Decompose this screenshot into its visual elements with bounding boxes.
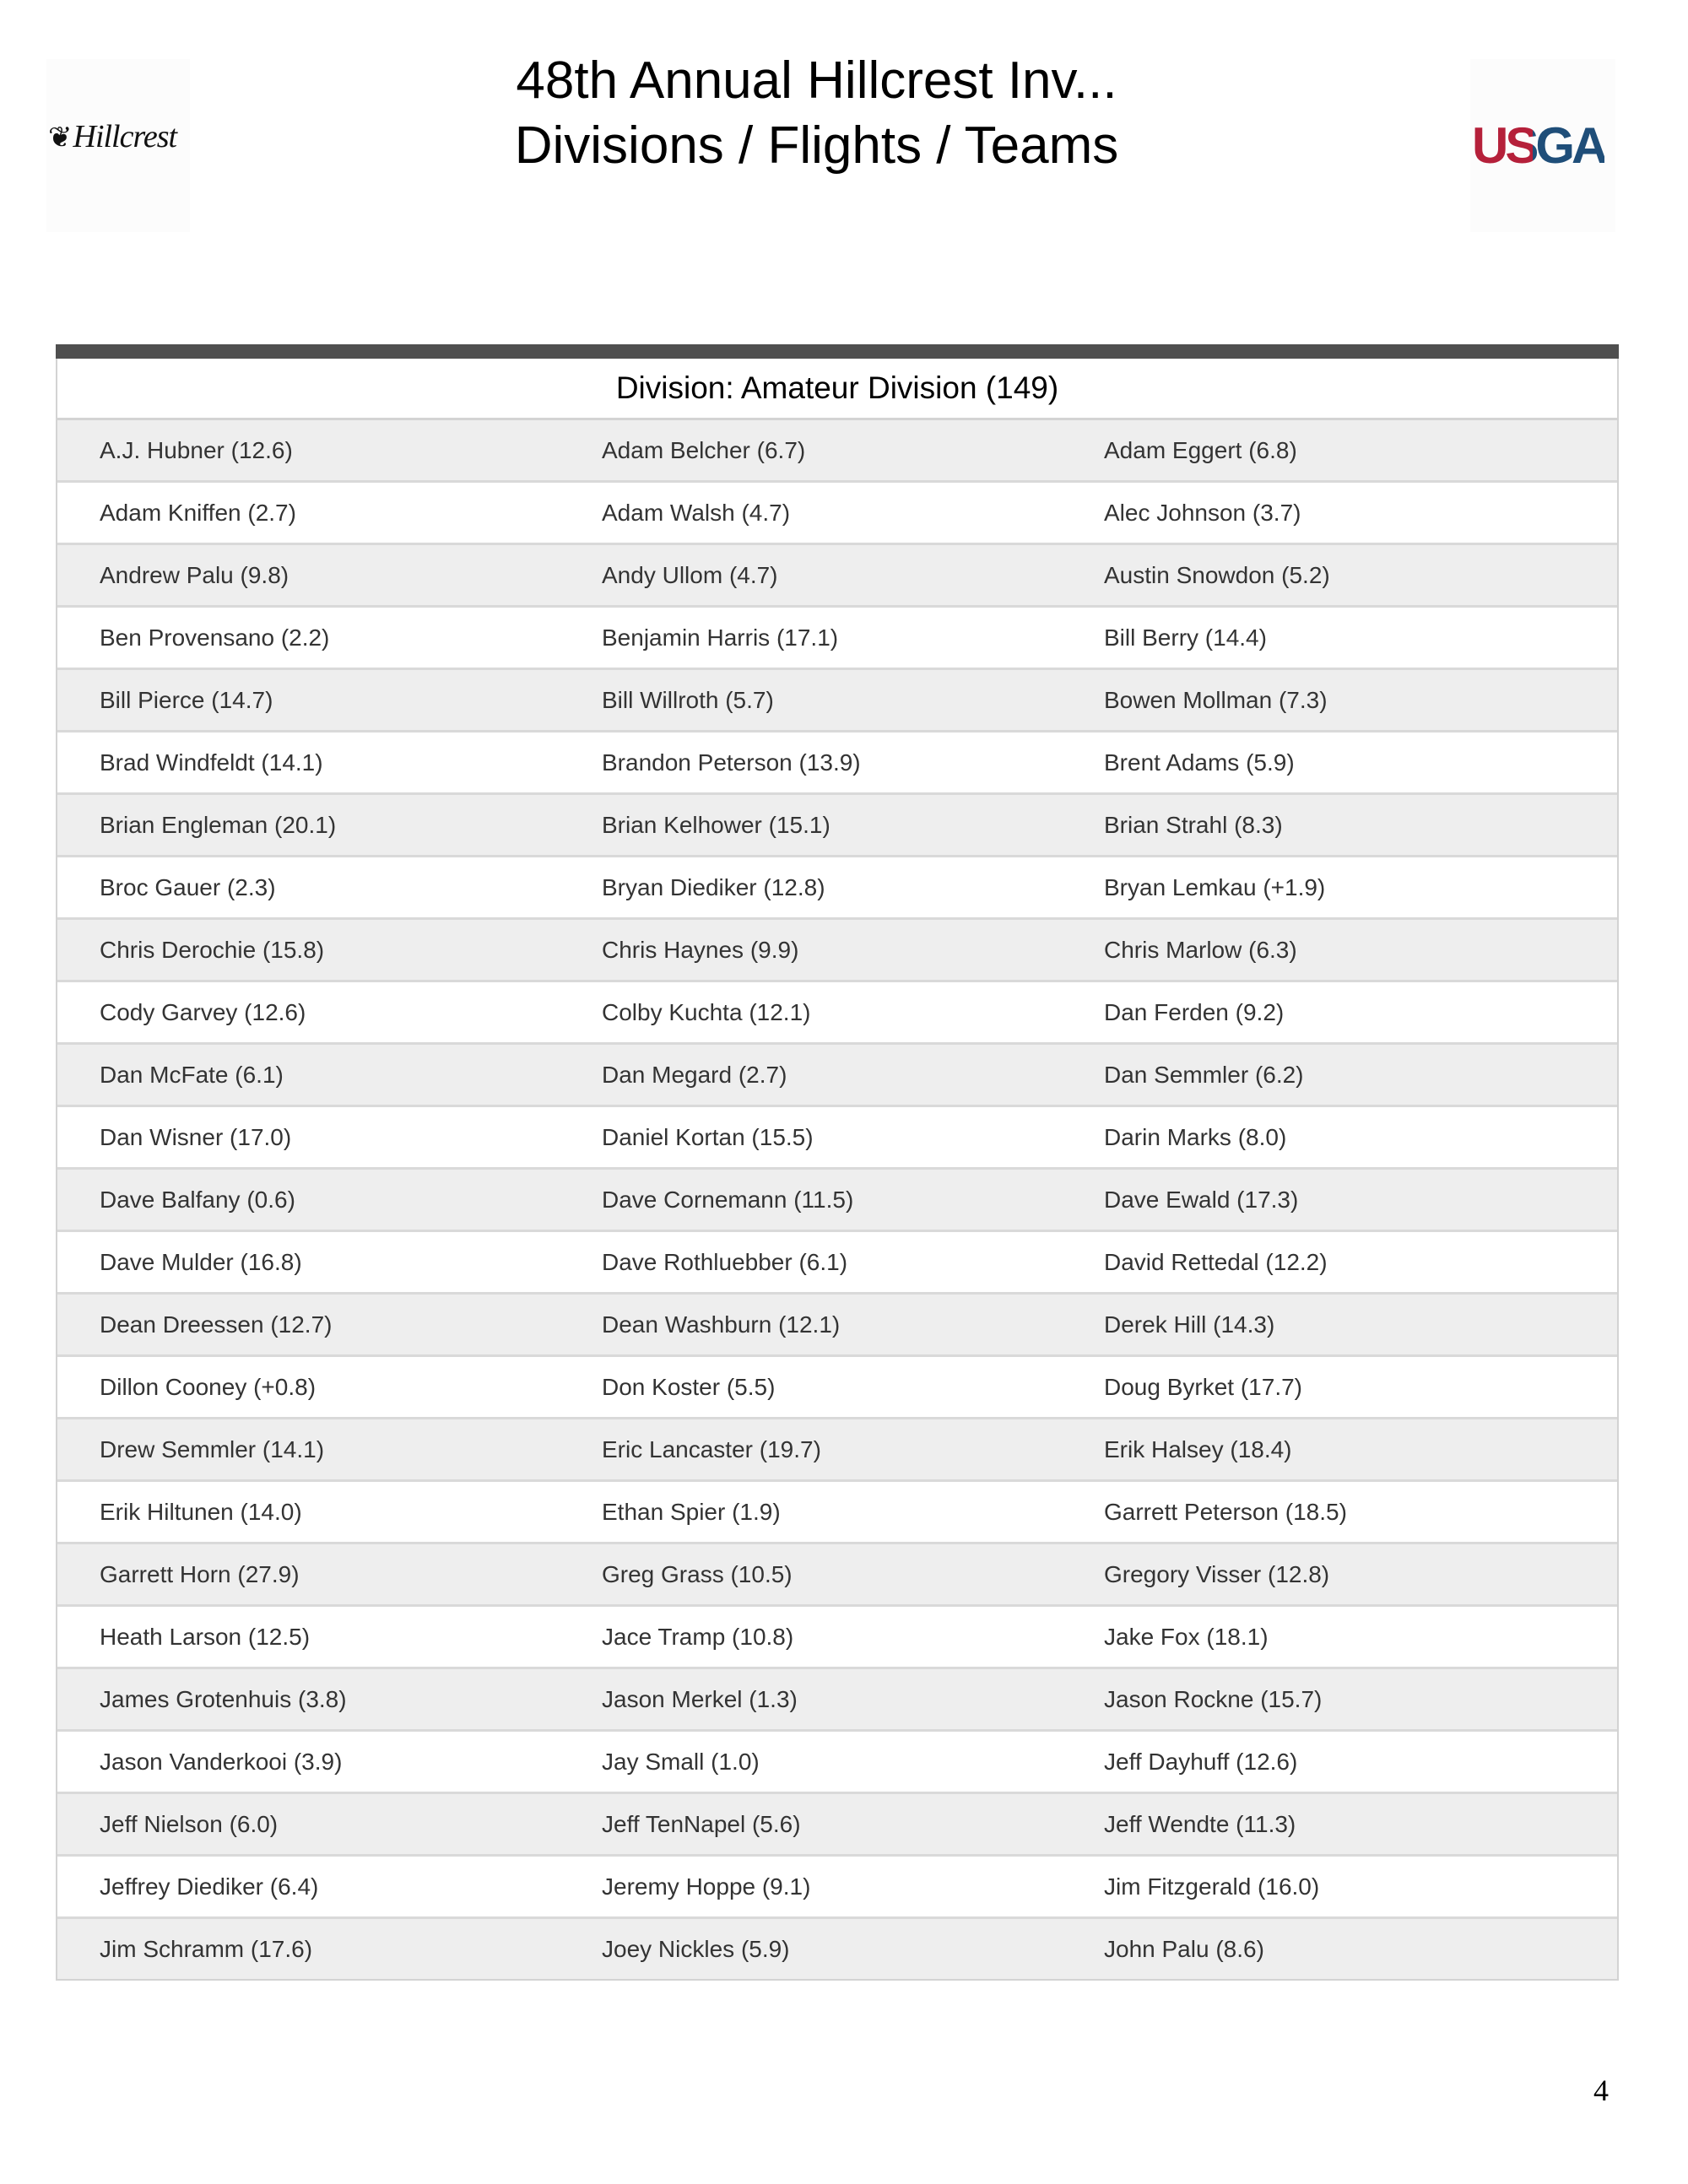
- player-cell: Jeff Nielson (6.0): [100, 1810, 279, 1837]
- player-cell: Jeremy Hoppe (9.1): [602, 1873, 811, 1900]
- player-cell: Dan Wisner (17.0): [100, 1123, 292, 1150]
- table-row: [57, 1544, 1617, 1607]
- table-row: [57, 1794, 1617, 1857]
- player-cell: Colby Kuchta (12.1): [602, 998, 811, 1025]
- player-cell: Chris Derochie (15.8): [100, 936, 325, 963]
- player-cell: Brad Windfeldt (14.1): [100, 749, 323, 776]
- player-cell: Dave Balfany (0.6): [100, 1186, 295, 1213]
- player-cell: Don Koster (5.5): [602, 1373, 776, 1400]
- player-cell: Doug Byrket (17.7): [1104, 1373, 1302, 1400]
- player-cell: Bryan Lemkau (+1.9): [1104, 873, 1326, 900]
- usga-logo: [1470, 59, 1615, 232]
- player-cell: Jim Fitzgerald (16.0): [1104, 1873, 1320, 1900]
- page-title-line2: Divisions / Flights / Teams: [514, 116, 1119, 175]
- player-cell: Jace Tramp (10.8): [602, 1623, 794, 1650]
- player-cell: Cody Garvey (12.6): [100, 998, 306, 1025]
- table-row: [57, 420, 1617, 483]
- table-row: [57, 1170, 1617, 1232]
- table-row: [57, 1732, 1617, 1794]
- usga-logo-text: USGA: [1472, 117, 1605, 174]
- player-cell: Dean Dreessen (12.7): [100, 1311, 333, 1338]
- tree-icon: ❦: [48, 122, 72, 154]
- player-cell: Jeff Wendte (11.3): [1104, 1810, 1296, 1837]
- player-cell: Brian Kelhower (15.1): [602, 811, 830, 838]
- division-table: [56, 344, 1619, 1981]
- player-cell: Jake Fox (18.1): [1104, 1623, 1269, 1650]
- table-row: [57, 1919, 1617, 1979]
- table-row: [57, 1419, 1617, 1482]
- player-cell: Garrett Peterson (18.5): [1104, 1498, 1347, 1525]
- division-title: Division: Amateur Division (149): [57, 359, 1617, 420]
- player-cell: Dave Rothluebber (6.1): [602, 1248, 848, 1275]
- player-cell: Dave Ewald (17.3): [1104, 1186, 1299, 1213]
- table-row: [57, 1607, 1617, 1669]
- player-cell: Ben Provensano (2.2): [100, 624, 330, 651]
- player-cell: Joey Nickles (5.9): [602, 1935, 790, 1962]
- table-row: [57, 795, 1617, 857]
- page-number: 4: [1593, 2073, 1609, 2107]
- player-cell: Dean Washburn (12.1): [602, 1311, 841, 1338]
- table-row: [57, 670, 1617, 733]
- player-cell: Dan Megard (2.7): [602, 1061, 787, 1088]
- player-cell: Dan McFate (6.1): [100, 1061, 284, 1088]
- player-cell: Brian Engleman (20.1): [100, 811, 337, 838]
- player-cell: Erik Hiltunen (14.0): [100, 1498, 302, 1525]
- table-row: [57, 1295, 1617, 1357]
- player-cell: Chris Haynes (9.9): [602, 936, 799, 963]
- player-cell: James Grotenhuis (3.8): [100, 1685, 347, 1712]
- player-cell: Bill Berry (14.4): [1104, 624, 1267, 651]
- table-row: [57, 982, 1617, 1045]
- player-cell: Dan Ferden (9.2): [1104, 998, 1285, 1025]
- table-row: [57, 483, 1617, 545]
- player-cell: Dave Cornemann (11.5): [602, 1186, 854, 1213]
- player-cell: Heath Larson (12.5): [100, 1623, 311, 1650]
- player-cell: Chris Marlow (6.3): [1104, 936, 1297, 963]
- player-cell: Bill Willroth (5.7): [602, 686, 774, 713]
- table-row: [57, 1357, 1617, 1419]
- player-cell: Jay Small (1.0): [602, 1748, 760, 1775]
- player-cell: Bill Pierce (14.7): [100, 686, 273, 713]
- player-cell: Jim Schramm (17.6): [100, 1935, 313, 1962]
- player-cell: Andrew Palu (9.8): [100, 561, 289, 588]
- player-cell: Eric Lancaster (19.7): [602, 1435, 821, 1462]
- player-cell: Erik Halsey (18.4): [1104, 1435, 1292, 1462]
- table-row: [57, 920, 1617, 982]
- page-title-line1: 48th Annual Hillcrest Inv...: [516, 51, 1117, 110]
- player-cell: Adam Eggert (6.8): [1104, 436, 1297, 463]
- table-row: [57, 1045, 1617, 1107]
- player-cell: A.J. Hubner (12.6): [100, 436, 293, 463]
- table-row: [57, 1107, 1617, 1170]
- player-cell: Gregory Visser (12.8): [1104, 1560, 1330, 1587]
- table-row: [57, 1232, 1617, 1295]
- player-cell: Bowen Mollman (7.3): [1104, 686, 1328, 713]
- table-row: [57, 733, 1617, 795]
- player-cell: Andy Ullom (4.7): [602, 561, 778, 588]
- player-cell: Dillon Cooney (+0.8): [100, 1373, 316, 1400]
- table-row: [57, 857, 1617, 920]
- player-cell: Bryan Diediker (12.8): [602, 873, 825, 900]
- player-cell: Adam Walsh (4.7): [602, 499, 791, 526]
- player-cell: Dave Mulder (16.8): [100, 1248, 302, 1275]
- player-cell: John Palu (8.6): [1104, 1935, 1264, 1962]
- player-cell: Dan Semmler (6.2): [1104, 1061, 1304, 1088]
- player-cell: Garrett Horn (27.9): [100, 1560, 300, 1587]
- table-row: [57, 545, 1617, 608]
- player-cell: Drew Semmler (14.1): [100, 1435, 325, 1462]
- hillcrest-logo-text: Hillcrest: [73, 119, 177, 154]
- player-cell: Jeff Dayhuff (12.6): [1104, 1748, 1298, 1775]
- player-rows: [57, 420, 1617, 1979]
- player-cell: Daniel Kortan (15.5): [602, 1123, 814, 1150]
- player-cell: David Rettedal (12.2): [1104, 1248, 1328, 1275]
- table-row: [57, 1669, 1617, 1732]
- player-cell: Adam Kniffen (2.7): [100, 499, 296, 526]
- player-cell: Brandon Peterson (13.9): [602, 749, 861, 776]
- table-header-bar: [56, 344, 1619, 359]
- player-cell: Jason Rockne (15.7): [1104, 1685, 1323, 1712]
- player-cell: Greg Grass (10.5): [602, 1560, 793, 1587]
- table-row: [57, 1857, 1617, 1919]
- player-cell: Jeffrey Diediker (6.4): [100, 1873, 319, 1900]
- player-cell: Jason Merkel (1.3): [602, 1685, 798, 1712]
- player-cell: Broc Gauer (2.3): [100, 873, 276, 900]
- player-cell: Darin Marks (8.0): [1104, 1123, 1287, 1150]
- player-cell: Benjamin Harris (17.1): [602, 624, 839, 651]
- table-row: [57, 1482, 1617, 1544]
- player-cell: Alec Johnson (3.7): [1104, 499, 1301, 526]
- player-cell: Jason Vanderkooi (3.9): [100, 1748, 343, 1775]
- player-cell: Adam Belcher (6.7): [602, 436, 806, 463]
- player-cell: Ethan Spier (1.9): [602, 1498, 781, 1525]
- player-cell: Brian Strahl (8.3): [1104, 811, 1283, 838]
- player-cell: Jeff TenNapel (5.6): [602, 1810, 801, 1837]
- player-cell: Brent Adams (5.9): [1104, 749, 1295, 776]
- player-cell: Derek Hill (14.3): [1104, 1311, 1275, 1338]
- table-row: [57, 608, 1617, 670]
- player-cell: Austin Snowdon (5.2): [1104, 561, 1330, 588]
